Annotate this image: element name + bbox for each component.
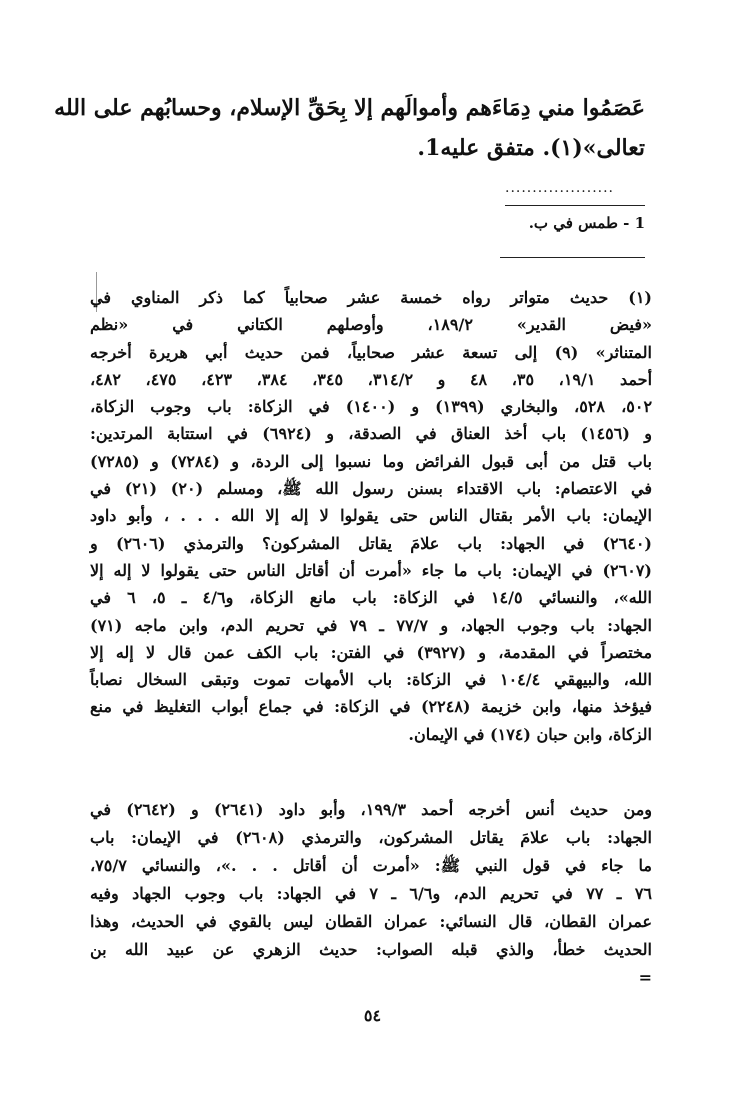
footnote-line: الجهاد: باب علامَ يقاتل المشركون، والترمذي (٢٦٠٨) في الإيمان: باب [90, 828, 652, 847]
footnote-line: ما جاء في قول النبي ﷺ: «أمرت أن أقاتل . . .»، والنسائي ٧٥/٧، [90, 856, 653, 875]
footnote-line: (١) حديث متواتر رواه خمسة عشر صحابياً كما ذكر المناوي في [90, 288, 652, 307]
footnote-line: الزكاة، وابن حبان (١٧٤) في الإيمان. [408, 724, 652, 744]
second-footnote-paragraph [90, 796, 652, 992]
footnote-line: (٢٦٤٠) في الجهاد: باب علامَ يقاتل المشركون؟ والترمذي (٢٦٠٦) و [90, 533, 652, 553]
footnote-line: باب قتل من أبى قبول الفرائض وما نسبوا إلى الردة، و (٧٢٨٤) و (٧٢٨٥) [90, 451, 652, 471]
ellipsis-separator: .................... [505, 180, 615, 196]
page-footnote: 1 - طمس في ب. [528, 214, 645, 232]
footnote-line: الحديث خطأ، والذي قبله الصواب: حديث الزهري عن عبيد الله بن [90, 940, 652, 959]
footnote-line: و (١٤٥٦) باب أخذ العناق في الصدقة، و (٦٩٢٤) في استتابة المرتدين: [90, 424, 653, 444]
footnote-line: الجهاد: باب وجوب الجهاد، و ٧٧/٧ ـ ٧٩ في تحريم الدم، وابن ماجه (٧١) [90, 615, 652, 635]
footnote-line: الإيمان: باب الأمر بقتال الناس حتى يقولوا لا إله إلا الله . . . ، وأبو داود [90, 506, 652, 526]
footnote-line: الله»، والنسائي ١٤/٥ في الزكاة: باب مانع الزكاة، و٤/٦ ـ ٥، ٦ في [90, 588, 652, 608]
page-footnote-rule [505, 205, 645, 206]
continuation-mark: = [638, 968, 652, 987]
main-text-line: عَصَمُوا مني دِمَاءَهم وأموالَهم إلا بِحَقِّ الإسلام، وحسابُهم على الله [54, 95, 645, 121]
page-number: ٥٤ [363, 1006, 382, 1025]
footnote-line: «فيض القدير» ١٨٩/٢، وأوصلهم الكتاني في «نظم [90, 315, 653, 335]
footnote-separator-rule [500, 257, 645, 258]
footnote-line: مختصراً في المقدمة، و (٣٩٢٧) في الفتن: باب الكف عمن قال لا إله إلا [90, 642, 653, 662]
footnote-line: ٥٠٢، ٥٢٨، والبخاري (١٣٩٩) و (١٤٠٠) في الزكاة: باب وجوب الزكاة، [90, 397, 653, 417]
footnote-line: فيؤخذ منها، وابن خزيمة (٢٢٤٨) في الزكاة: في جماع أبواب التغليظ في منع [90, 697, 652, 717]
footnote-line: الله، والبيهقي ١٠٤/٤ في الزكاة: باب الأمهات تموت وتبقى السخال نصاباً [90, 670, 652, 690]
footnote-line: ٧٦ ـ ٧٧ في تحريم الدم، و٦/٦ ـ ٧ في الجهاد: باب وجوب الجهاد وفيه [90, 884, 653, 903]
main-text [54, 88, 645, 168]
footnote-block [90, 284, 652, 748]
footnote-line: عمران القطان، قال النسائي: عمران القطان ليس بالقوي في الحديث، وهذا [90, 912, 652, 931]
footnote-line: ومن حديث أنس أخرجه أحمد ١٩٩/٣، وأبو داود (٢٦٤١) و (٢٦٤٢) في [90, 800, 653, 819]
footnote-line: (٢٦٠٧) في الإيمان: باب ما جاء «أمرت أن أقاتل الناس حتى يقولوا لا إله إلا [90, 560, 652, 580]
footnote-line: المتناثر» (٩) إلى تسعة عشر صحابياً، فمن حديث أبي هريرة أخرجه [90, 342, 652, 362]
footnote-line: في الاعتصام: باب الاقتداء بسنن رسول الله ﷺ، ومسلم (٢٠) (٢١) في [90, 479, 653, 499]
main-text-line: تعالى»(١). متفق عليه1. [417, 135, 645, 161]
footnote-line: أحمد ١٩/١، ٣٥، ٤٨ و ٣١٤/٢، ٣٤٥، ٣٨٤، ٤٢٣، ٤٧٥، ٤٨٢، [90, 369, 653, 389]
